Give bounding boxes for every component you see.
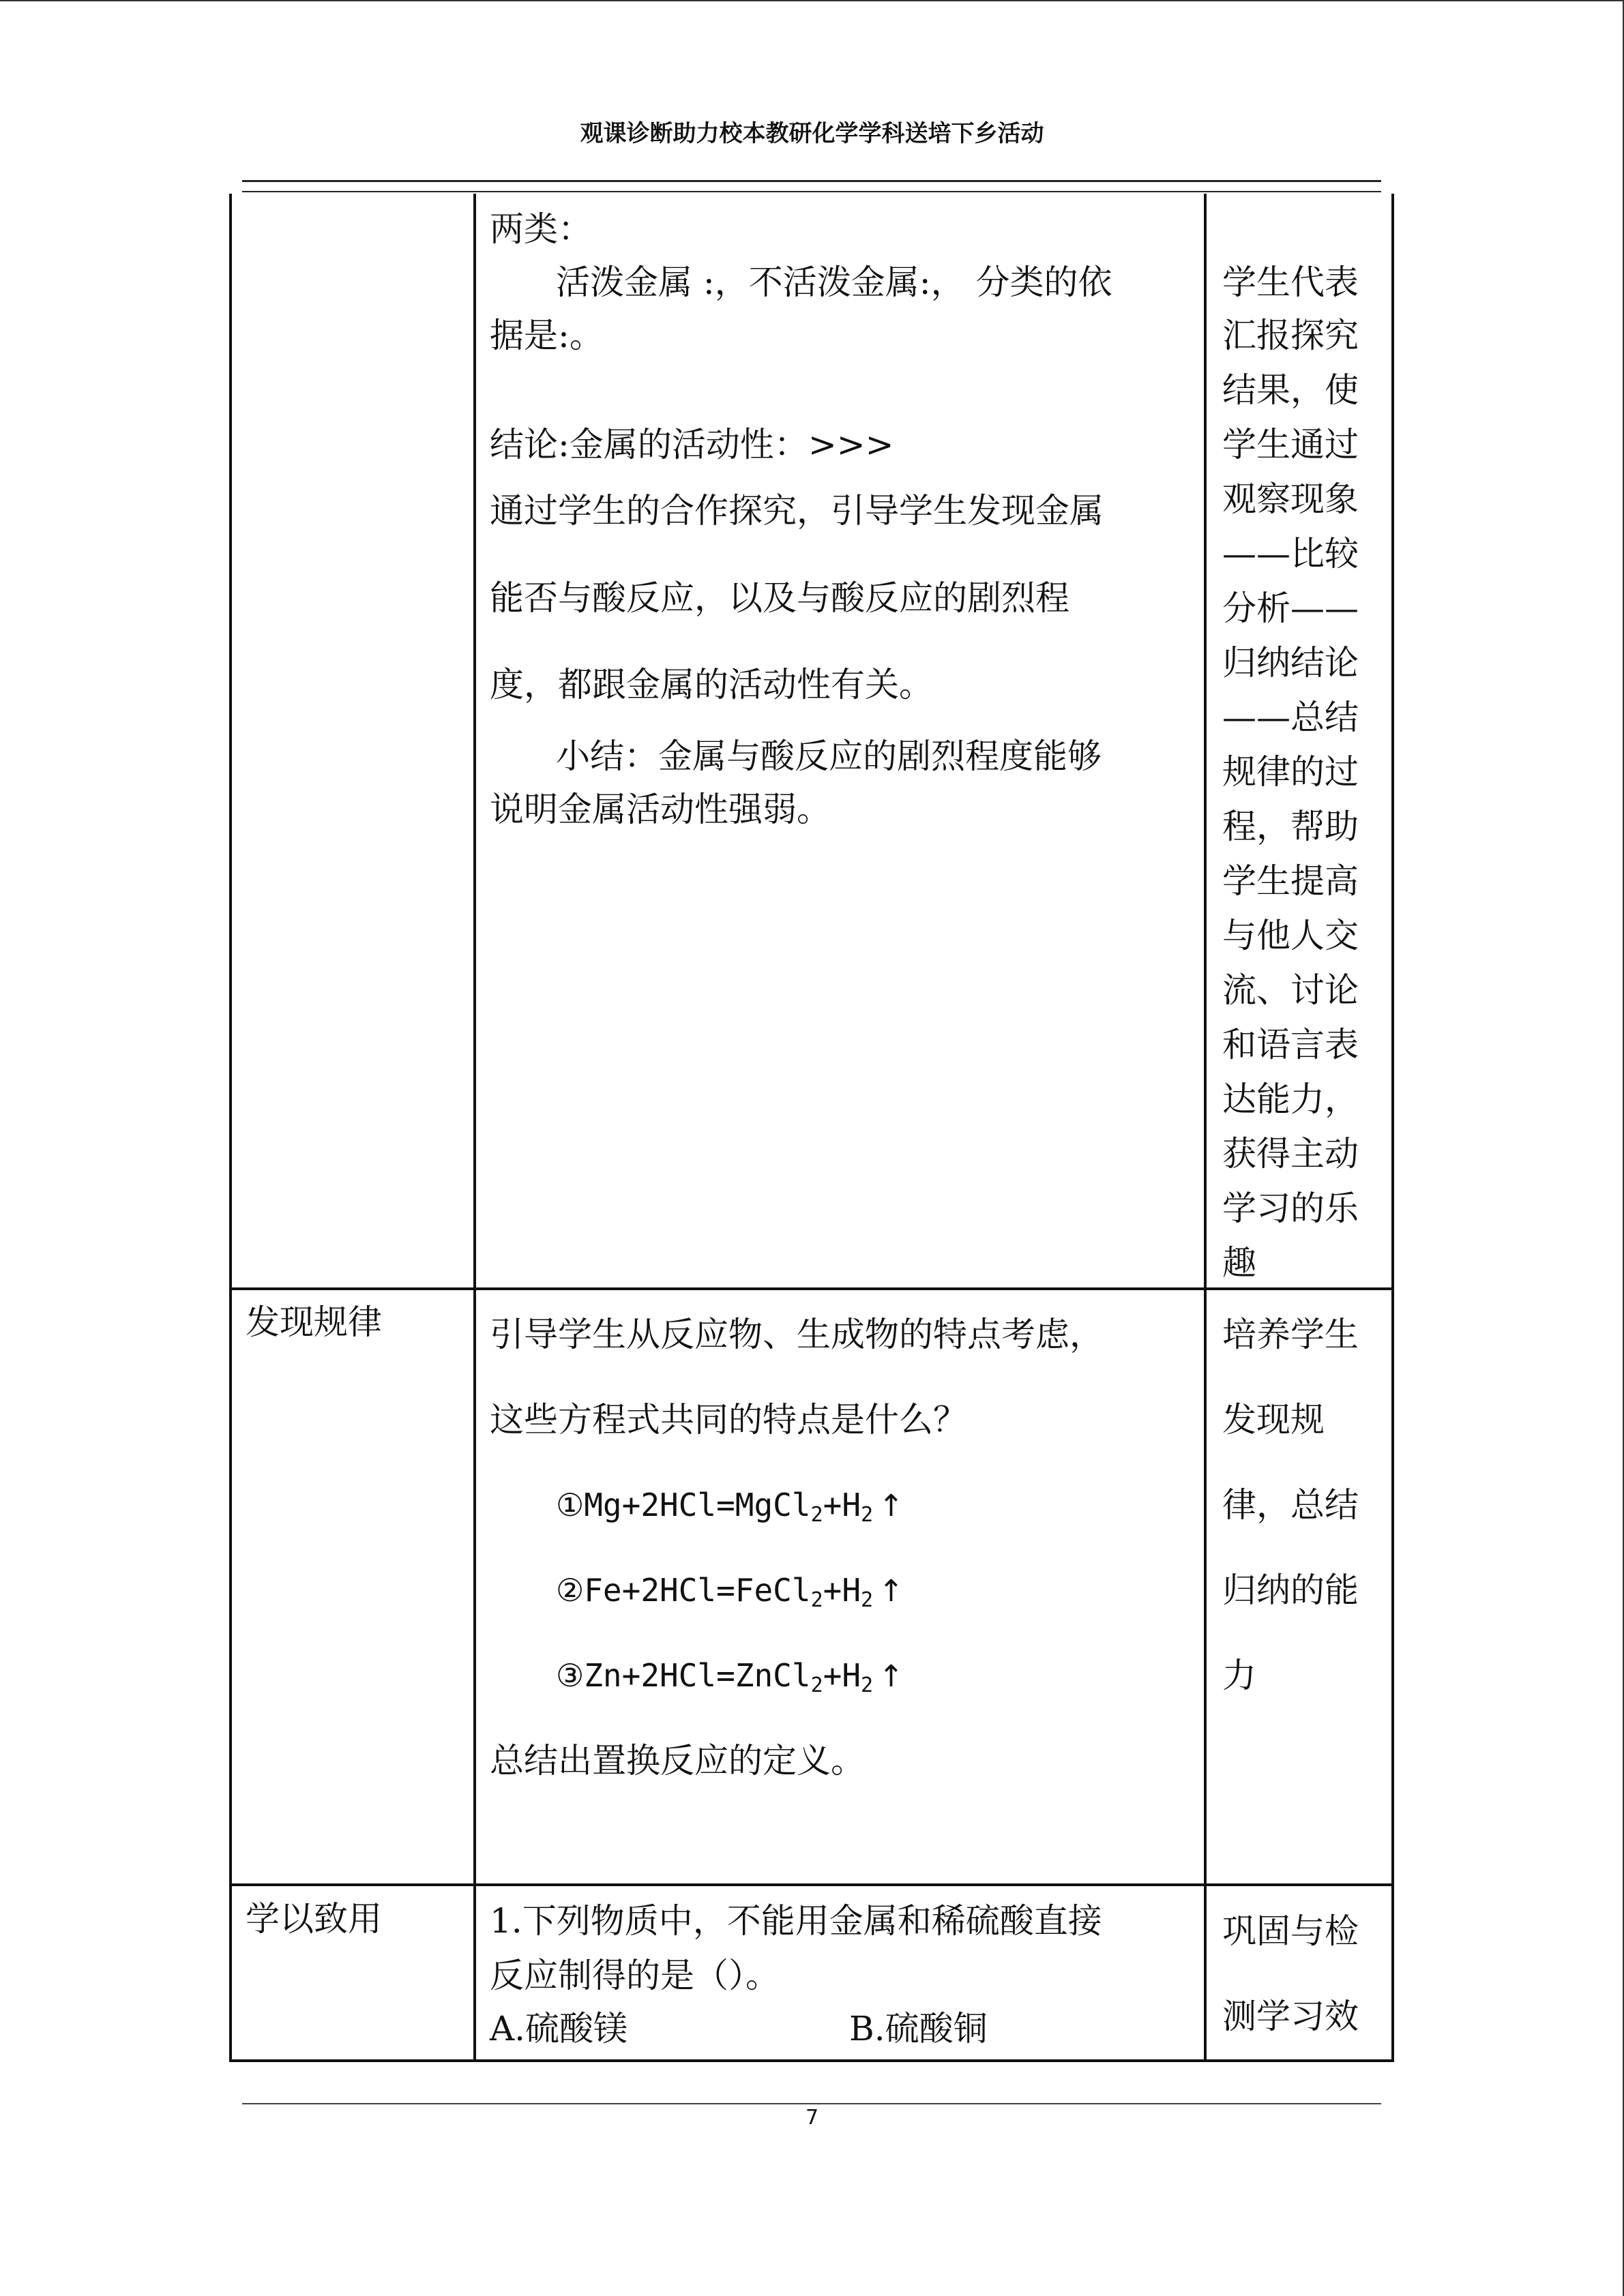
row1-purpose-line: ——比较 — [1222, 534, 1359, 573]
row2-summary: 总结出置换反应的定义。 — [490, 1741, 865, 1780]
row1-purpose-line: 程，帮助 — [1222, 807, 1359, 846]
row1-purpose-line: 规律的过 — [1222, 752, 1359, 792]
row1-content-line: 两类： — [490, 209, 592, 249]
row3-question-line: 1.下列物质中，不能用金属和稀硫酸直接 — [490, 1901, 1102, 1941]
row1-purpose-line: 学习的乐 — [1222, 1189, 1359, 1228]
row1-purpose-line: 获得主动 — [1222, 1134, 1359, 1174]
row1-purpose-line: ——总结 — [1222, 698, 1359, 737]
row1-purpose-line: 分析—— — [1222, 588, 1359, 628]
row1-purpose-line: 达能力， — [1222, 1079, 1359, 1119]
row1-purpose-line: 与他人交 — [1222, 916, 1359, 955]
equation-magnesium: $①Mg+2HCl=MgCl_2+H_2$ ↑ — [556, 1487, 904, 1527]
row2-purpose-line: 力 — [1222, 1656, 1256, 1695]
equation-zinc: $③Zn+2HCl=ZnCl_2+H_2$ ↑ — [556, 1657, 904, 1697]
row3-question-line: 反应制得的是（）。 — [490, 1956, 780, 1995]
row-divider-2 — [229, 1883, 1394, 1886]
row2-purpose-line: 培养学生 — [1222, 1315, 1359, 1354]
table-border-left — [229, 194, 232, 2062]
header-rule — [242, 180, 1381, 182]
up-arrow-icon: ↑ — [879, 1574, 904, 1609]
option-a: A.硫酸镁 — [490, 2009, 628, 2048]
row2-purpose-line: 发现规 — [1222, 1400, 1325, 1440]
row1-content-line: 据是:。 — [490, 316, 604, 355]
option-b: B.硫酸铜 — [849, 2009, 988, 2048]
table-border-right — [1391, 194, 1394, 2062]
page-header-title: 观课诊断助力校本教研化学学科送培下乡活动 — [580, 120, 1044, 147]
row1-content-line: 通过学生的合作探究，引导学生发现金属 — [490, 491, 1104, 531]
table-border-bottom — [229, 2059, 1394, 2062]
row1-content-line: 活泼金属 :，不活泼金属:， 分类的依 — [556, 263, 1112, 302]
row1-purpose-line: 学生通过 — [1222, 425, 1359, 464]
footer-rule — [242, 2103, 1381, 2104]
row3-purpose-line: 测学习效 — [1222, 1997, 1359, 2036]
row1-purpose-line: 结果，使 — [1222, 370, 1359, 410]
row1-purpose-line: 归纳结论 — [1222, 643, 1359, 683]
row1-purpose-line: 流、讨论 — [1222, 970, 1359, 1010]
header-rule-thin — [242, 191, 1381, 192]
row1-purpose-line: 观察现象 — [1222, 479, 1359, 519]
column-divider-2 — [1204, 194, 1207, 2062]
row1-purpose-line: 学生提高 — [1222, 861, 1359, 901]
up-arrow-icon: ↑ — [879, 1659, 904, 1694]
row3-stage-label: 学以致用 — [246, 1899, 382, 1939]
row2-purpose-line: 归纳的能 — [1222, 1570, 1359, 1610]
column-divider-1 — [473, 194, 476, 2062]
page-number: 7 — [805, 2106, 819, 2130]
up-arrow-icon: ↑ — [879, 1489, 904, 1523]
row2-stage-label: 发现规律 — [246, 1302, 382, 1342]
row2-purpose-line: 律，总结 — [1222, 1485, 1359, 1525]
row2-content-line: 这些方程式共同的特点是什么？ — [490, 1400, 967, 1440]
row1-purpose-line: 和语言表 — [1222, 1025, 1359, 1064]
row1-summary-cont: 说明金属活动性强弱。 — [490, 790, 831, 829]
row2-content-line: 引导学生从反应物、生成物的特点考虑， — [490, 1315, 1104, 1354]
row3-purpose-line: 巩固与检 — [1222, 1911, 1359, 1951]
row1-purpose-line: 趣 — [1222, 1243, 1256, 1283]
equation-iron: $②Fe+2HCl=FeCl_2+H_2$ ↑ — [556, 1572, 904, 1612]
row1-summary: 小结：金属与酸反应的剧烈程度能够 — [556, 736, 1102, 776]
row1-conclusion: 结论:金属的活动性：>>> — [490, 425, 894, 464]
row1-purpose-line: 学生代表 — [1222, 263, 1359, 302]
row-divider-1 — [229, 1287, 1394, 1290]
row1-content-line: 度，都跟金属的活动性有关。 — [490, 665, 933, 704]
row1-content-line: 能否与酸反应，以及与酸反应的剧烈程 — [490, 578, 1069, 618]
row1-purpose-line: 汇报探究 — [1222, 316, 1359, 355]
